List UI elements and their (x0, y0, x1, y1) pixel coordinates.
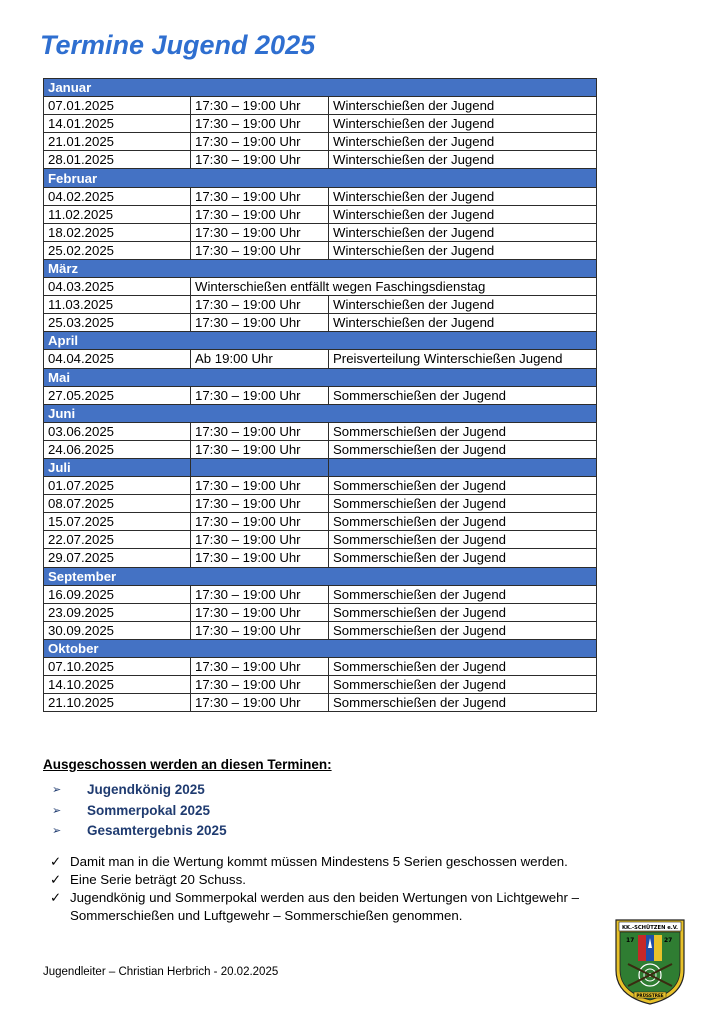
table-row (44, 296, 597, 314)
date-cell: 08.07.2025 (44, 495, 191, 513)
date-cell: 11.03.2025 (44, 296, 191, 314)
list-item (50, 871, 630, 889)
date-cell: 07.01.2025 (44, 97, 191, 115)
month-header-row (44, 458, 597, 476)
checkmark-icon: ✓ (50, 872, 62, 887)
month-name: Oktober (44, 639, 597, 657)
award-label: Sommerpokal 2025 (87, 802, 211, 818)
table-row (44, 223, 597, 241)
time-cell: 17:30 – 19:00 Uhr (191, 115, 329, 133)
time-cell: 17:30 – 19:00 Uhr (191, 513, 329, 531)
event-cell: Sommerschießen der Jugend (329, 386, 597, 404)
time-cell: Ab 19:00 Uhr (191, 350, 329, 368)
event-cell: Sommerschießen der Jugend (329, 603, 597, 621)
list-item (52, 801, 227, 822)
award-label: Gesamtergebnis 2025 (87, 823, 227, 838)
note-cell: Winterschießen entfällt wegen Faschingsdienstag (191, 278, 597, 296)
date-cell: 14.10.2025 (44, 676, 191, 694)
table-row (44, 676, 597, 694)
event-cell: Sommerschießen der Jugend (329, 585, 597, 603)
svg-text:27: 27 (664, 937, 673, 944)
event-cell: Sommerschießen der Jugend (329, 621, 597, 639)
time-cell: 17:30 – 19:00 Uhr (191, 97, 329, 115)
table-row (44, 187, 597, 205)
event-cell: Winterschießen der Jugend (329, 115, 597, 133)
table-row (44, 278, 597, 296)
award-label: Jugendkönig 2025 (87, 782, 205, 797)
date-cell: 03.06.2025 (44, 422, 191, 440)
arrow-bullet-icon: ➢ (52, 804, 62, 817)
date-cell: 07.10.2025 (44, 658, 191, 676)
date-cell: 25.02.2025 (44, 241, 191, 259)
event-cell: Sommerschießen der Jugend (329, 440, 597, 458)
table-row (44, 658, 597, 676)
time-cell: 17:30 – 19:00 Uhr (191, 694, 329, 712)
month-header-row (44, 404, 597, 422)
date-cell: 04.02.2025 (44, 187, 191, 205)
event-cell: Sommerschießen der Jugend (329, 422, 597, 440)
arrow-bullet-icon: ➢ (52, 784, 62, 796)
svg-text:PRÜSSTREE: PRÜSSTREE (636, 993, 664, 998)
time-cell: 17:30 – 19:00 Uhr (191, 296, 329, 314)
table-row (44, 350, 597, 368)
table-row (44, 603, 597, 621)
date-cell: 15.07.2025 (44, 513, 191, 531)
month-header-row (44, 639, 597, 657)
month-name: März (44, 259, 597, 277)
event-cell: Sommerschießen der Jugend (329, 658, 597, 676)
month-name: Januar (44, 79, 597, 97)
date-cell: 29.07.2025 (44, 549, 191, 567)
date-cell: 23.09.2025 (44, 603, 191, 621)
month-header-row (44, 79, 597, 97)
table-row (44, 694, 597, 712)
table-row (44, 549, 597, 567)
date-cell: 22.07.2025 (44, 531, 191, 549)
month-header-row (44, 169, 597, 187)
event-cell: Sommerschießen der Jugend (329, 694, 597, 712)
event-cell: Sommerschießen der Jugend (329, 531, 597, 549)
note-text: Damit man in die Wertung kommt müssen Mindestens 5 Serien geschossen werden. (70, 854, 568, 869)
date-cell: 25.03.2025 (44, 314, 191, 332)
date-cell: 04.03.2025 (44, 278, 191, 296)
table-row (44, 531, 597, 549)
month-header-row (44, 368, 597, 386)
time-cell: 17:30 – 19:00 Uhr (191, 585, 329, 603)
time-cell: 17:30 – 19:00 Uhr (191, 495, 329, 513)
footer-signature: Jugendleiter – Christian Herbrich - 20.02.2025 (43, 966, 279, 978)
note-text: Jugendkönig und Sommerpokal werden aus den beiden Wertungen von Lichtgewehr – Sommerschießen und Luftgewehr – Sommerschießen genommen. (70, 890, 580, 923)
month-name: Februar (44, 169, 597, 187)
table-row (44, 477, 597, 495)
table-row (44, 205, 597, 223)
event-cell: Winterschießen der Jugend (329, 296, 597, 314)
event-cell: Winterschießen der Jugend (329, 241, 597, 259)
month-name: April (44, 332, 597, 350)
checkmark-icon: ✓ (50, 890, 62, 905)
date-cell: 21.10.2025 (44, 694, 191, 712)
event-cell: Winterschießen der Jugend (329, 133, 597, 151)
time-cell: 17:30 – 19:00 Uhr (191, 549, 329, 567)
table-row (44, 97, 597, 115)
month-header-empty-cell (329, 458, 597, 476)
list-item (52, 780, 227, 801)
table-row (44, 386, 597, 404)
table-row (44, 314, 597, 332)
awards-list (52, 780, 227, 842)
time-cell: 17:30 – 19:00 Uhr (191, 477, 329, 495)
event-cell: Winterschießen der Jugend (329, 187, 597, 205)
time-cell: 17:30 – 19:00 Uhr (191, 386, 329, 404)
month-name: Mai (44, 368, 597, 386)
time-cell: 17:30 – 19:00 Uhr (191, 314, 329, 332)
date-cell: 21.01.2025 (44, 133, 191, 151)
note-text: Eine Serie beträgt 20 Schuss. (70, 872, 246, 887)
svg-text:17: 17 (626, 937, 635, 944)
date-cell: 11.02.2025 (44, 205, 191, 223)
table-row (44, 133, 597, 151)
event-cell: Sommerschießen der Jugend (329, 549, 597, 567)
date-cell: 27.05.2025 (44, 386, 191, 404)
schedule-table (43, 78, 597, 712)
time-cell: 17:30 – 19:00 Uhr (191, 621, 329, 639)
date-cell: 30.09.2025 (44, 621, 191, 639)
time-cell: 17:30 – 19:00 Uhr (191, 440, 329, 458)
table-row (44, 151, 597, 169)
arrow-bullet-icon: ➢ (52, 825, 62, 837)
date-cell: 18.02.2025 (44, 223, 191, 241)
awards-section-title: Ausgeschossen werden an diesen Terminen: (43, 757, 332, 772)
date-cell: 16.09.2025 (44, 585, 191, 603)
time-cell: 17:30 – 19:00 Uhr (191, 205, 329, 223)
month-header-row (44, 332, 597, 350)
month-name: Juni (44, 404, 597, 422)
list-item (50, 889, 630, 925)
table-row (44, 585, 597, 603)
time-cell: 17:30 – 19:00 Uhr (191, 241, 329, 259)
date-cell: 14.01.2025 (44, 115, 191, 133)
table-row (44, 241, 597, 259)
event-cell: Winterschießen der Jugend (329, 97, 597, 115)
event-cell: Sommerschießen der Jugend (329, 477, 597, 495)
time-cell: 17:30 – 19:00 Uhr (191, 676, 329, 694)
date-cell: 01.07.2025 (44, 477, 191, 495)
list-item (52, 821, 227, 842)
time-cell: 17:30 – 19:00 Uhr (191, 223, 329, 241)
time-cell: 17:30 – 19:00 Uhr (191, 187, 329, 205)
checkmark-icon: ✓ (50, 854, 62, 869)
time-cell: 17:30 – 19:00 Uhr (191, 658, 329, 676)
table-row (44, 440, 597, 458)
table-row (44, 495, 597, 513)
event-cell: Winterschießen der Jugend (329, 314, 597, 332)
time-cell: 17:30 – 19:00 Uhr (191, 151, 329, 169)
table-row (44, 422, 597, 440)
time-cell: 17:30 – 19:00 Uhr (191, 531, 329, 549)
table-row (44, 513, 597, 531)
event-cell: Preisverteilung Winterschießen Jugend (329, 350, 597, 368)
date-cell: 28.01.2025 (44, 151, 191, 169)
notes-list (50, 853, 630, 925)
table-row (44, 621, 597, 639)
event-cell: Sommerschießen der Jugend (329, 495, 597, 513)
event-cell: Winterschießen der Jugend (329, 223, 597, 241)
date-cell: 24.06.2025 (44, 440, 191, 458)
event-cell: Sommerschießen der Jugend (329, 676, 597, 694)
club-crest-icon (614, 918, 686, 1006)
event-cell: Winterschießen der Jugend (329, 205, 597, 223)
month-header-row (44, 259, 597, 277)
month-name: Juli (44, 458, 191, 476)
event-cell: Sommerschießen der Jugend (329, 513, 597, 531)
month-header-empty-cell (191, 458, 329, 476)
table-row (44, 115, 597, 133)
month-name: September (44, 567, 597, 585)
list-item (50, 853, 630, 871)
time-cell: 17:30 – 19:00 Uhr (191, 133, 329, 151)
svg-text:KK.-SCHÜTZEN e.V.: KK.-SCHÜTZEN e.V. (621, 925, 679, 931)
event-cell: Winterschießen der Jugend (329, 151, 597, 169)
date-cell: 04.04.2025 (44, 350, 191, 368)
page-title: Termine Jugend 2025 (40, 30, 316, 60)
month-header-row (44, 567, 597, 585)
time-cell: 17:30 – 19:00 Uhr (191, 422, 329, 440)
time-cell: 17:30 – 19:00 Uhr (191, 603, 329, 621)
